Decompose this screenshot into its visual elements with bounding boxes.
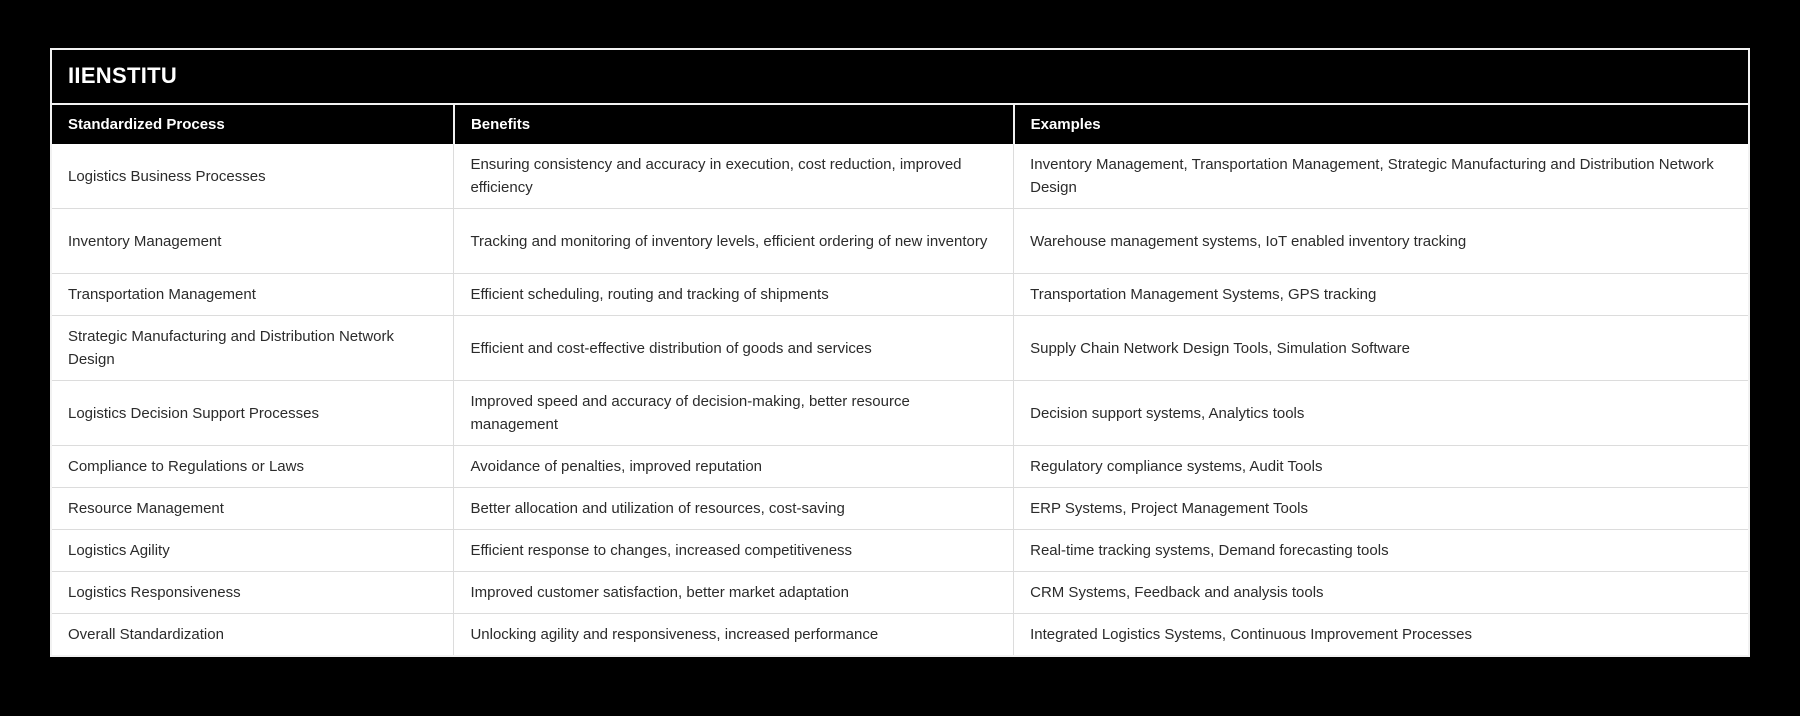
table-cell: Supply Chain Network Design Tools, Simulation Software <box>1014 316 1748 381</box>
table-cell: Transportation Management Systems, GPS tracking <box>1014 274 1748 316</box>
table-card <box>50 48 1750 657</box>
table-cell: Inventory Management <box>52 209 454 274</box>
brand-title: IIENSTITU <box>52 50 1748 105</box>
table-cell: Transportation Management <box>52 274 454 316</box>
table-cell: Logistics Agility <box>52 530 454 572</box>
table-cell: Tracking and monitoring of inventory levels, efficient ordering of new inventory <box>454 209 1014 274</box>
table-cell: Regulatory compliance systems, Audit Tools <box>1014 446 1748 488</box>
table-cell: Avoidance of penalties, improved reputation <box>454 446 1014 488</box>
table-cell: Warehouse management systems, IoT enabled inventory tracking <box>1014 209 1748 274</box>
table-row <box>52 274 1748 316</box>
table-cell: Integrated Logistics Systems, Continuous Improvement Processes <box>1014 614 1748 656</box>
standardized-process-table <box>52 105 1748 655</box>
table-row <box>52 572 1748 614</box>
table-cell: Efficient response to changes, increased competitiveness <box>454 530 1014 572</box>
table-row <box>52 144 1748 209</box>
table-cell: Logistics Business Processes <box>52 144 454 209</box>
table-cell: Efficient and cost-effective distribution of goods and services <box>454 316 1014 381</box>
table-header-row <box>52 105 1748 144</box>
table-row <box>52 614 1748 656</box>
table-cell: Overall Standardization <box>52 614 454 656</box>
table-row <box>52 209 1748 274</box>
table-cell: Inventory Management, Transportation Management, Strategic Manufacturing and Distribution Network Design <box>1014 144 1748 209</box>
table-row <box>52 381 1748 446</box>
table-cell: Strategic Manufacturing and Distribution Network Design <box>52 316 454 381</box>
table-cell: Improved customer satisfaction, better market adaptation <box>454 572 1014 614</box>
table-row <box>52 316 1748 381</box>
table-cell: Logistics Decision Support Processes <box>52 381 454 446</box>
table-cell: Decision support systems, Analytics tools <box>1014 381 1748 446</box>
table-cell: Improved speed and accuracy of decision-making, better resource management <box>454 381 1014 446</box>
table-cell: Compliance to Regulations or Laws <box>52 446 454 488</box>
table-cell: Better allocation and utilization of resources, cost-saving <box>454 488 1014 530</box>
table-cell: Logistics Responsiveness <box>52 572 454 614</box>
table-cell: Real-time tracking systems, Demand forecasting tools <box>1014 530 1748 572</box>
table-row <box>52 446 1748 488</box>
table-cell: ERP Systems, Project Management Tools <box>1014 488 1748 530</box>
table-cell: Ensuring consistency and accuracy in execution, cost reduction, improved efficiency <box>454 144 1014 209</box>
table-cell: CRM Systems, Feedback and analysis tools <box>1014 572 1748 614</box>
table-cell: Resource Management <box>52 488 454 530</box>
column-header-3: Examples <box>1014 105 1748 144</box>
table-row <box>52 488 1748 530</box>
table-cell: Unlocking agility and responsiveness, increased performance <box>454 614 1014 656</box>
column-header-1: Standardized Process <box>52 105 454 144</box>
column-header-2: Benefits <box>454 105 1014 144</box>
table-row <box>52 530 1748 572</box>
table-cell: Efficient scheduling, routing and tracking of shipments <box>454 274 1014 316</box>
